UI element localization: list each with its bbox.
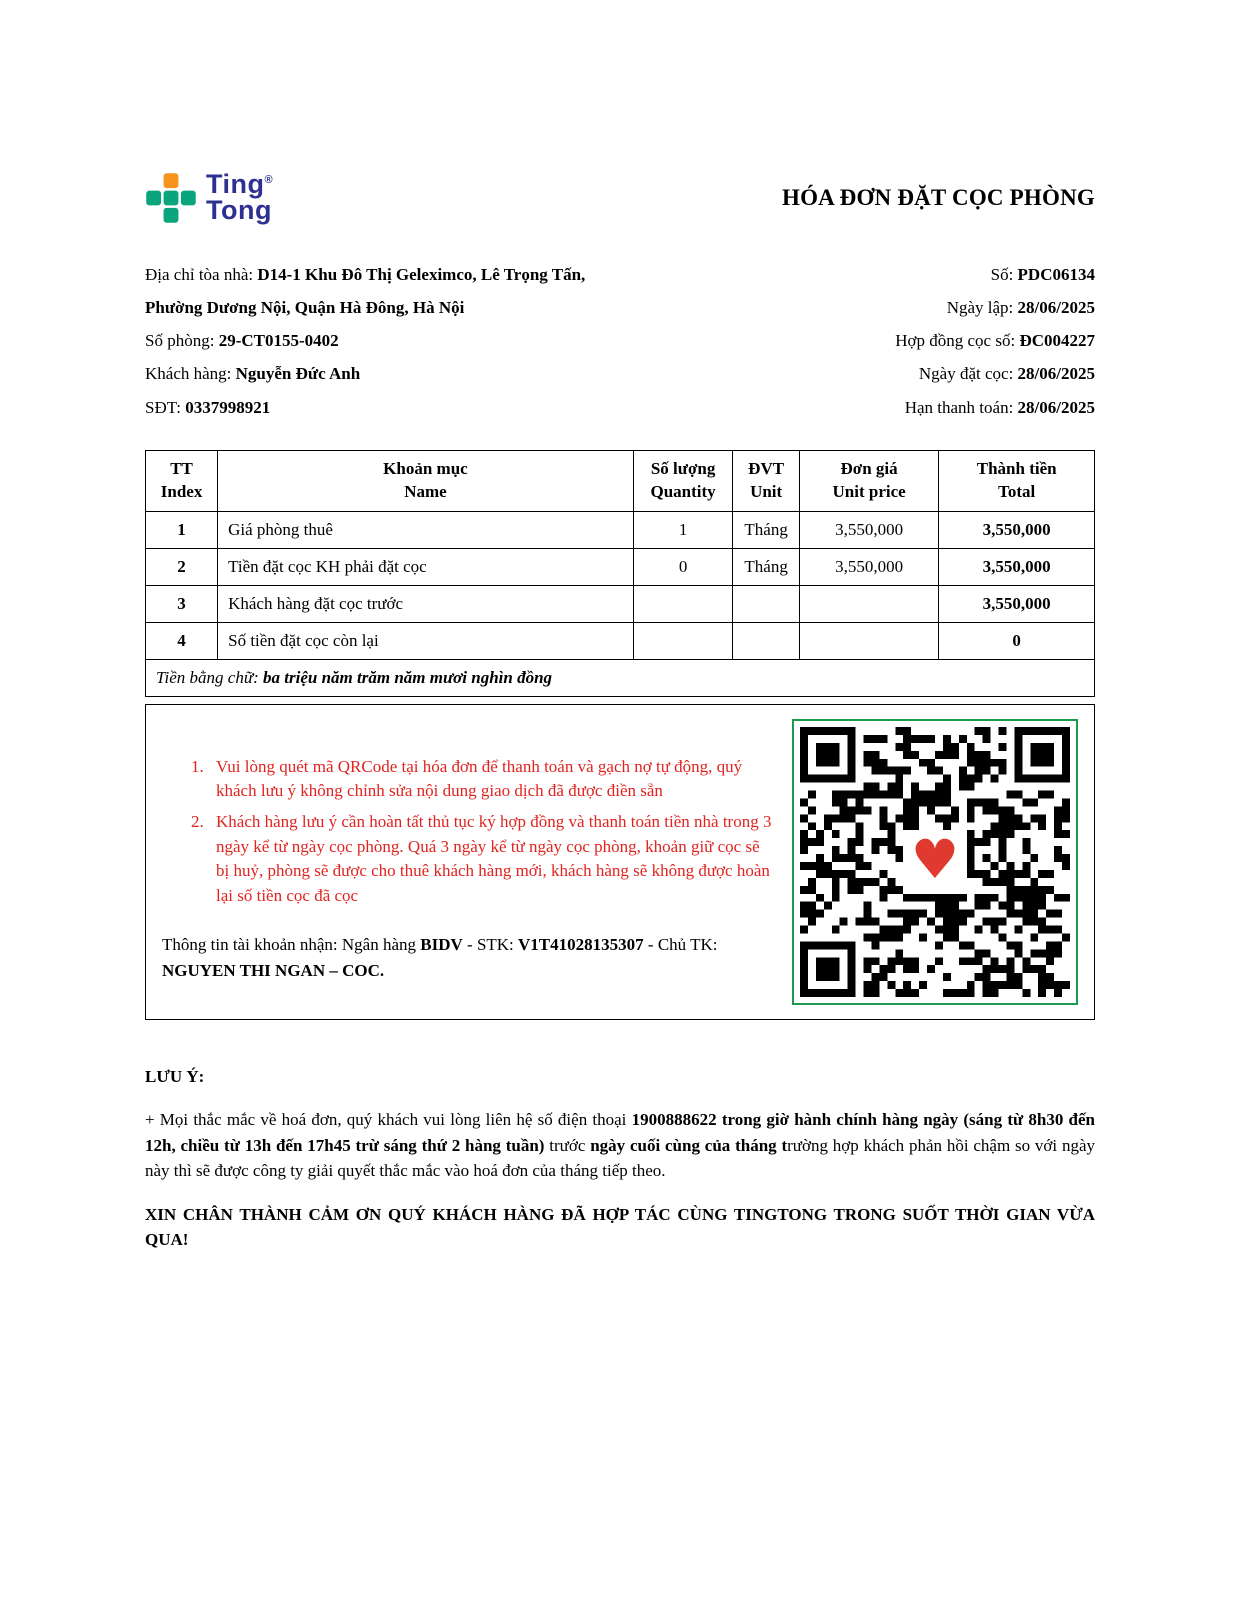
cell-unit-price [799, 585, 939, 622]
cell-quantity: 1 [633, 511, 733, 548]
building-address-line: Địa chỉ tòa nhà: D14-1 Khu Đô Thị Geleximco, Lê Trọng Tấn, [145, 265, 586, 284]
invoice-number-line: Số: PDC06134 [990, 265, 1095, 284]
cell-quantity: 0 [633, 548, 733, 585]
invoice-info-left [145, 258, 585, 424]
due-date-line: Hạn thanh toán: 28/06/2025 [904, 397, 1095, 417]
customer-name-line: Khách hàng: Nguyễn Đức Anh [145, 364, 361, 384]
payment-note-item: 1. Vui lòng quét mã QRCode tại hóa đơn để thanh toán và gạch nợ tự động, quý khách lưu ý không chỉnh sửa nội dung giao dịch đã được điền sẵn [208, 755, 774, 804]
payment-notes-box [145, 704, 1095, 1020]
cell-index: 1 [146, 511, 218, 548]
items-table [145, 450, 1095, 697]
items-table-header [146, 450, 1095, 511]
tingtong-logo-icon [145, 172, 197, 224]
qr-heart-logo-icon: ♥ [910, 827, 960, 891]
thank-you-message: XIN CHÂN THÀNH CẢM ƠN QUÝ KHÁCH HÀNG ĐÃ HỢP TÁC CÙNG TINGTONG TRONG SUỐT THỜI GIAN VỪA QUA! [145, 1204, 1095, 1250]
col-header-unit: ĐVT Unit [733, 450, 799, 511]
cell-unit [733, 585, 799, 622]
cell-quantity [633, 622, 733, 659]
table-row [146, 622, 1095, 659]
room-number-line: Số phòng: 29-CT0155-0402 [145, 331, 339, 351]
building-address-line2: Phường Dương Nội, Quận Hà Đông, Hà Nội [145, 298, 465, 318]
cell-name: Tiền đặt cọc KH phải đặt cọc [218, 548, 634, 585]
deposit-date-line: Ngày đặt cọc: 28/06/2025 [918, 364, 1095, 384]
payment-notes [162, 719, 792, 1005]
logo-line1: Ting [206, 169, 265, 200]
cell-unit: Tháng [733, 511, 799, 548]
col-header-total: Thành tiền Total [939, 450, 1095, 511]
issue-date-line: Ngày lập: 28/06/2025 [946, 298, 1095, 318]
payment-notes-list [208, 755, 774, 909]
col-header-name: Khoản mục Name [218, 450, 634, 511]
cell-quantity [633, 585, 733, 622]
table-row [146, 511, 1095, 548]
cell-name: Khách hàng đặt cọc trước [218, 585, 634, 622]
cell-index: 2 [146, 548, 218, 585]
contract-number-line: Hợp đồng cọc số: ĐC004227 [895, 331, 1095, 351]
phone-line: SĐT: 0337998921 [145, 397, 271, 417]
cell-unit [733, 622, 799, 659]
cell-unit-price: 3,550,000 [799, 548, 939, 585]
bank-account-info: Thông tin tài khoản nhận: Ngân hàng BIDV - STK: V1T41028135307 - Chủ TK: NGUYEN THI NGAN – COC. [162, 935, 718, 980]
col-header-index: TT Index [146, 450, 218, 511]
cell-total: 0 [939, 622, 1095, 659]
invoice-title: HÓA ĐƠN ĐẶT CỌC PHÒNG [781, 185, 1095, 210]
table-row [146, 548, 1095, 585]
cell-unit-price: 3,550,000 [799, 511, 939, 548]
account-holder: NGUYEN THI NGAN – COC. [162, 960, 385, 980]
logo-line2: Tong [206, 195, 272, 225]
cell-name: Số tiền đặt cọc còn lại [218, 622, 634, 659]
footer-heading: LƯU Ý: [145, 1066, 205, 1086]
tingtong-logo [145, 169, 274, 225]
col-header-quantity: Số lượng Quantity [633, 450, 733, 511]
invoice-info [145, 258, 1095, 424]
cell-total: 3,550,000 [939, 511, 1095, 548]
account-number: V1T41028135307 [518, 935, 644, 955]
payment-note-item: 2. Khách hàng lưu ý cần hoàn tất thủ tục ký hợp đồng và thanh toán tiền nhà trong 3 ngày kể từ ngày cọc phòng. Quá 3 ngày kể từ ngày cọc phòng, khoản giữ cọc sẽ bị huỷ, phòng sẽ được cho thuê khách hàng mới, khách hàng sẽ không được hoàn lại số tiền cọc đã cọc [208, 810, 774, 909]
cell-index: 3 [146, 585, 218, 622]
payment-qr-code [792, 719, 1078, 1005]
cell-index: 4 [146, 622, 218, 659]
footer-notes [145, 1064, 1095, 1253]
amount-in-words-row [146, 659, 1095, 696]
cell-unit: Tháng [733, 548, 799, 585]
tingtong-logo-text [206, 169, 274, 225]
registered-mark: ® [264, 174, 274, 187]
footer-paragraph: + Mọi thắc mắc về hoá đơn, quý khách vui lòng liên hệ số điện thoại 1900888622 trong giờ hành chính hàng ngày (sáng từ 8h30 đến 12h, chiều từ 13h đến 17h45 trừ sáng thứ 2 hàng tuần) trước ngày cuối cùng của tháng trường hợp khách phản hồi chậm so với ngày này thì sẽ được công ty giải quyết thắc mắc vào hoá đơn của tháng tiếp theo. [145, 1110, 1096, 1181]
header [145, 169, 1095, 225]
invoice-info-right [895, 258, 1095, 424]
cell-total: 3,550,000 [939, 548, 1095, 585]
amount-in-words: Tiền bằng chữ: ba triệu năm trăm năm mươi nghìn đồng [146, 659, 1095, 696]
bank-name: BIDV [420, 935, 463, 955]
table-row [146, 585, 1095, 622]
cell-name: Giá phòng thuê [218, 511, 634, 548]
cell-total: 3,550,000 [939, 585, 1095, 622]
col-header-unit-price: Đơn giá Unit price [799, 450, 939, 511]
cell-unit-price [799, 622, 939, 659]
